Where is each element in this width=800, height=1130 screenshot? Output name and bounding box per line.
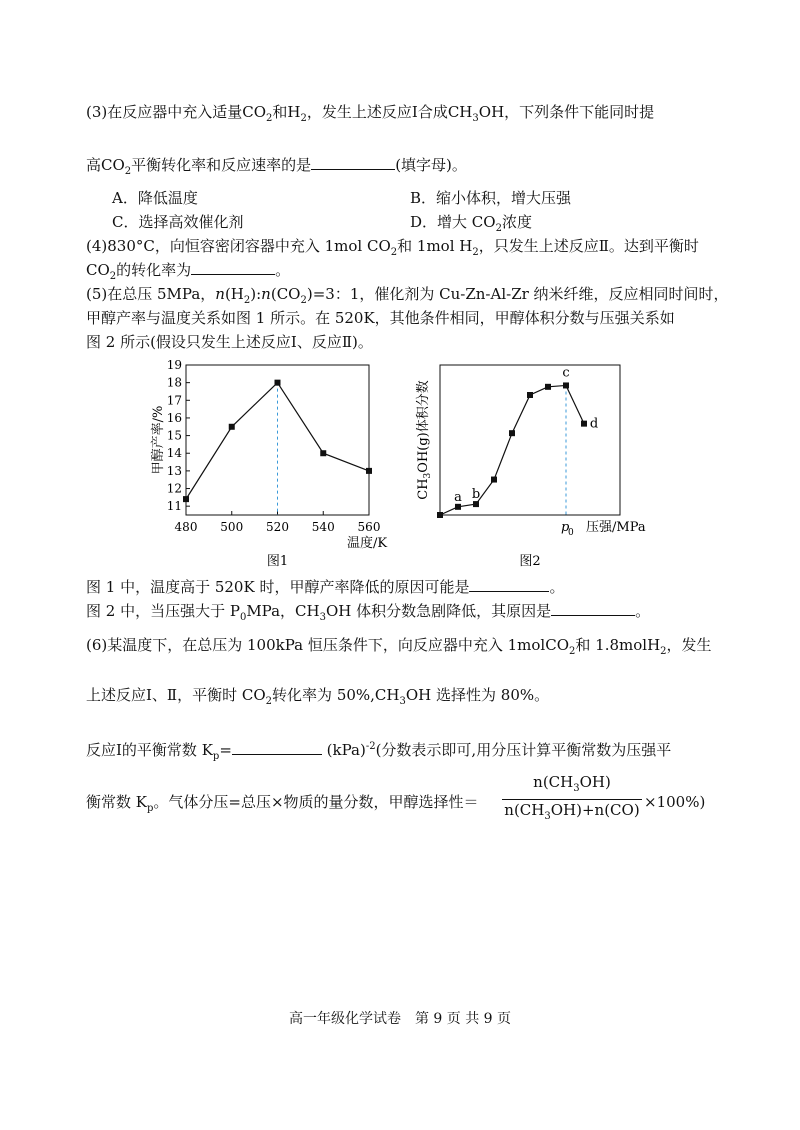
x-tick-label: 560	[357, 520, 381, 534]
data-point	[229, 424, 235, 430]
answer-blank	[232, 740, 322, 755]
answer-blank	[191, 260, 275, 275]
data-point	[491, 477, 497, 483]
y-axis-label-subscript: 3	[423, 472, 433, 479]
figure-caption: 图1	[266, 554, 289, 569]
q6-line4: 衡常数 $K_p$。气体分压=总压×物质的量分数，甲醇选择性＝	[86, 793, 479, 814]
p0-marker: p	[561, 520, 570, 535]
q3-line2: 高$CO_2$平衡转化率和反应速率的是 (填字母)。	[86, 156, 467, 177]
q6-line3: 反应Ⅰ的平衡常数 $K_p= (kPa)^{-2}$(分数表示即可,用分压计算平衡常数为压强平	[86, 741, 672, 762]
y-axis-label-part: OH(g)体积分数	[416, 380, 431, 473]
figure-2-chart	[405, 355, 695, 570]
data-point	[545, 384, 551, 390]
y-axis-label	[415, 380, 433, 500]
q3-option-a: A．降低温度	[112, 189, 198, 207]
y-tick-label: 11	[166, 499, 182, 514]
answer-blank	[311, 155, 395, 170]
fraction-tail: ×100%)	[644, 793, 706, 811]
page-footer: 高一年级化学试卷 第 9 页 共 9 页	[288, 1011, 512, 1027]
plot-frame	[440, 365, 620, 515]
data-point	[581, 421, 587, 427]
point-label: a	[454, 489, 462, 505]
x-tick-label: 540	[311, 520, 335, 534]
y-tick-label: 16	[166, 410, 182, 425]
y-tick-label: 14	[166, 446, 182, 461]
q5-ask1: 图 1 中，温度高于 520K 时，甲醇产率降低的原因可能是 。	[86, 578, 565, 596]
q3-line1: (3)在反应器中充入适量$CO_2$和$H_2$，发生上述反应Ⅰ合成$CH_3OH$，下列条件下能同时提	[86, 103, 655, 124]
data-point	[366, 468, 372, 474]
data-point	[275, 380, 281, 386]
point-label: d	[589, 416, 599, 432]
q3-option-c: C．选择高效催化剂	[112, 213, 244, 231]
q3-option-b: B．缩小体积，增大压强	[410, 189, 572, 207]
q4-line1: (4)830°C，向恒容密闭容器中充入 1mol $CO_2$和 1mol $H_2$，只发生上述反应Ⅱ。达到平衡时	[86, 237, 699, 258]
y-tick-label: 18	[166, 375, 182, 390]
x-axis-label: 压强/MPa	[586, 520, 646, 535]
data-point	[509, 430, 515, 436]
point-label: c	[562, 365, 570, 381]
y-tick-label: 13	[166, 463, 182, 478]
y-tick-label: 12	[166, 481, 182, 496]
q6-line2: 上述反应Ⅰ、Ⅱ，平衡时 $CO_2$转化率为 $50\%,CH_3OH$ 选择性为 80%。	[86, 686, 550, 707]
data-point	[320, 450, 326, 456]
x-axis-label: 温度/K	[346, 536, 388, 551]
selectivity-fraction	[502, 772, 642, 827]
figure-caption: 图2	[519, 554, 541, 569]
y-tick-label: 19	[166, 358, 182, 372]
q3-option-d: D．增大 $CO_2$浓度	[410, 213, 532, 234]
y-tick-label: 17	[166, 393, 182, 408]
q6-line1: (6)某温度下，在总压为 100kPa 恒压条件下，向反应器中充入 1molCO$_2$和 1.8molH$_2$，发生	[86, 636, 712, 657]
x-tick-label: 520	[266, 520, 289, 534]
fraction-denominator: $n(CH_3OH)+n(CO)$	[504, 801, 640, 822]
data-point	[527, 392, 533, 398]
x-tick-label: 480	[174, 520, 198, 534]
answer-blank	[551, 601, 635, 616]
y-axis-label: 甲醇产率/%	[151, 405, 166, 475]
fraction-numerator: $n(CH_3OH)$	[533, 773, 611, 794]
y-axis-label-part: CH	[416, 478, 431, 500]
figure-1-chart	[140, 355, 390, 570]
q5-line3: 图 2 所示(假设只发生上述反应Ⅰ、反应Ⅱ)。	[86, 333, 373, 351]
data-point	[183, 496, 189, 502]
data-point	[437, 512, 443, 518]
q4-line2: $CO_2$的转化率为 。	[86, 261, 291, 282]
q5-line1: (5)在总压 5MPa，$n(H_2):n(CO_2)=3$：1，催化剂为 Cu-Zn-Al-Zr 纳米纤维，反应相同时间时，	[86, 285, 729, 306]
point-label: b	[471, 487, 481, 503]
series-line	[186, 383, 369, 499]
data-point	[563, 382, 569, 388]
p0-marker-subscript: 0	[568, 528, 574, 538]
q5-ask2: 图 2 中，当压强大于 $P_0MPa$，$CH_3OH$ 体积分数急剧降低，其原因是 。	[86, 602, 651, 623]
q5-line2: 甲醇产率与温度关系如图 1 所示。在 520K，其他条件相同，甲醇体积分数与压强关系如	[86, 309, 675, 327]
y-tick-label: 15	[166, 428, 182, 443]
answer-blank	[469, 577, 549, 592]
x-tick-label: 500	[220, 520, 244, 534]
